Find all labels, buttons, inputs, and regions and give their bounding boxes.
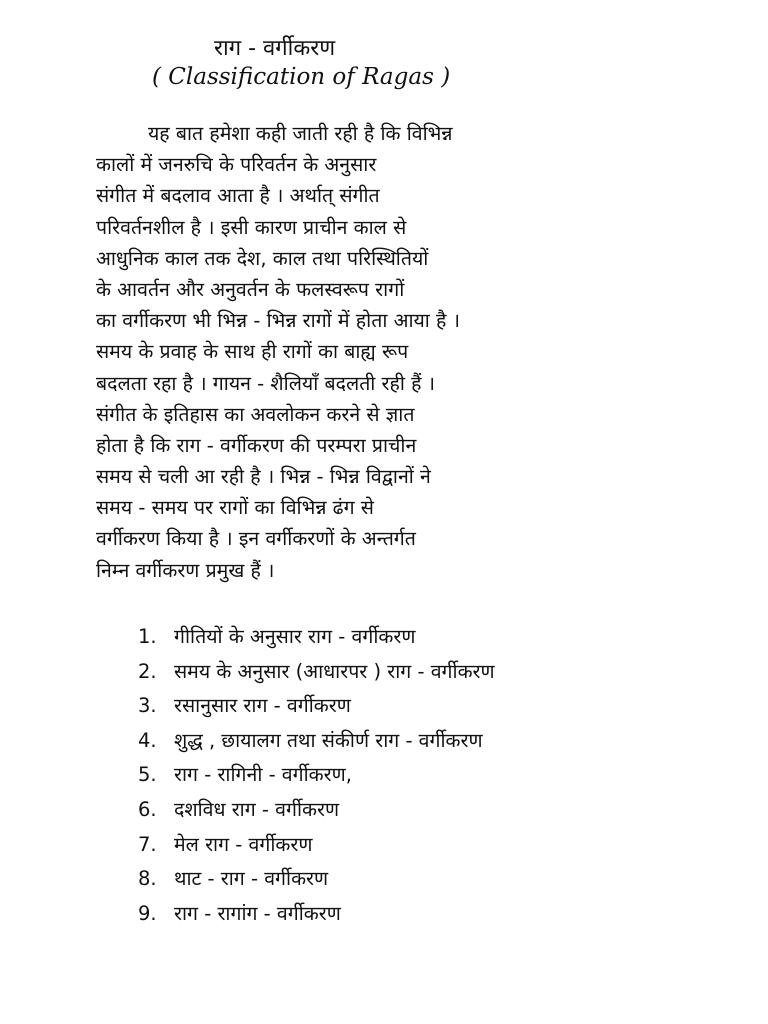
list-item-number: 7.: [138, 832, 157, 856]
page-title: राग - वर्गीकरण: [214, 36, 336, 61]
paragraph-line: समय से चली आ रही है । भिन्न - भिन्न विद्वानों ने: [96, 465, 431, 489]
paragraph-line: यह बात हमेशा कही जाती रही है कि विभिन्न: [148, 122, 453, 145]
paragraph-line: संगीत के इतिहास का अवलोकन करने से ज्ञात: [96, 402, 415, 426]
list-item-text: रसानुसार राग - वर्गीकरण: [174, 694, 351, 718]
paragraph-line: वर्गीकरण किया है । इन वर्गीकरणों के अन्तर्गत: [96, 527, 416, 551]
list-item-text: शुद्ध , छायालग तथा संकीर्ण राग - वर्गीकरण: [174, 728, 483, 752]
list-item-number: 8.: [138, 867, 157, 891]
list-item: [138, 655, 738, 690]
paragraph-line: बदलता रहा है । गायन - शैलियाँ बदलती रही हैं ।: [96, 371, 436, 395]
paragraph-line: समय के प्रवाह के साथ ही रागों का बाह्य रूप: [96, 340, 409, 364]
paragraph-line: के आवर्तन और अनुवर्तन के फलस्वरूप रागों: [96, 277, 405, 301]
paragraph-line: कालों में जनरुचि के परिवर्तन के अनुसार: [96, 153, 377, 177]
paragraph-line: समय - समय पर रागों का विभिन्न ढंग से: [96, 496, 374, 520]
list-item-number: 5.: [138, 763, 157, 787]
list-item-number: 4.: [138, 728, 157, 752]
list-item-text: थाट - राग - वर्गीकरण: [174, 867, 329, 891]
list-item: [138, 793, 738, 828]
page-subtitle: ( Classification of Ragas ): [152, 64, 451, 90]
list-item-text: मेल राग - वर्गीकरण: [174, 832, 313, 856]
list-item-text: राग - रागिनी - वर्गीकरण,: [174, 763, 352, 787]
paragraph-line: होता है कि राग - वर्गीकरण की परम्परा प्राचीन: [96, 433, 417, 457]
list-item-number: 2.: [138, 659, 157, 683]
list-item: [138, 724, 738, 759]
list-item: [138, 897, 738, 932]
body-paragraph: [96, 118, 736, 586]
paragraph-line: निम्न वर्गीकरण प्रमुख हैं ।: [96, 558, 275, 582]
list-item-number: 6.: [138, 797, 157, 821]
list-item-number: 1.: [138, 625, 157, 648]
list-item: [138, 689, 738, 724]
list-item-number: 3.: [138, 694, 157, 718]
list-item: [138, 862, 738, 897]
list-item-text: गीतियों के अनुसार राग - वर्गीकरण: [174, 625, 416, 648]
paragraph-line: का वर्गीकरण भी भिन्न - भिन्न रागों में होता आया है ।: [96, 309, 460, 333]
list-item-number: 9.: [138, 901, 157, 925]
list-item: [138, 828, 738, 863]
classification-list: [138, 620, 738, 931]
list-item: [138, 620, 738, 655]
list-item-text: दशविध राग - वर्गीकरण: [174, 797, 340, 821]
paragraph-line: संगीत में बदलाव आता है । अर्थात् संगीत: [96, 184, 380, 208]
paragraph-line: परिवर्तनशील है । इसी कारण प्राचीन काल से: [96, 215, 407, 239]
list-item-text: राग - रागांग - वर्गीकरण: [174, 901, 341, 925]
list-item-text: समय के अनुसार (आधारपर ) राग - वर्गीकरण: [174, 659, 495, 683]
list-item: [138, 758, 738, 793]
paragraph-line: आधुनिक काल तक देश, काल तथा परिस्थितियों: [96, 246, 429, 270]
